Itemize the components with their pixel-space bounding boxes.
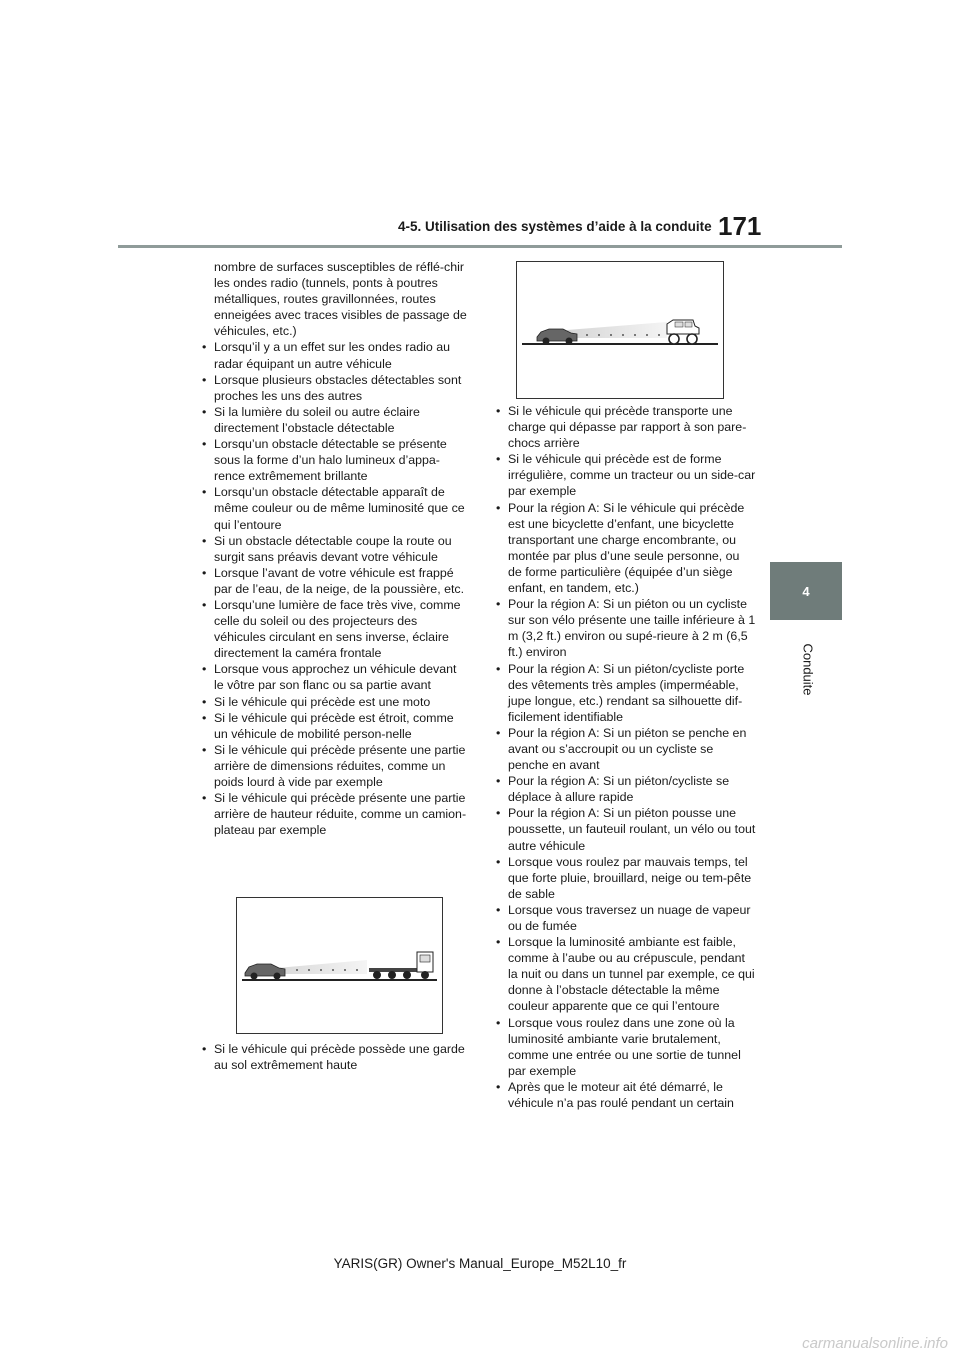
list-item: • Lorsque vous traversez un nuage de vapeur ou de fumée xyxy=(494,902,756,934)
figure-flatbed-truck xyxy=(236,897,443,1034)
list-item: • Lorsque la luminosité ambiante est faible, comme à l’aube ou au crépuscule, pendant la nuit ou dans un tunnel par exemple, ce qui donne à l’obstacle détectable la même couleur apparente que ce qui l’entoure xyxy=(494,934,756,1014)
left-column xyxy=(200,259,468,838)
list-item: • Si le véhicule qui précède est une moto xyxy=(200,694,468,710)
list-item: • Si le véhicule qui précède possède une garde au sol extrêmement haute xyxy=(200,1041,468,1073)
list-item: • Lorsqu’une lumière de face très vive, comme celle du soleil ou des projecteurs des véhicules circulant en sens inverse, éclaire directement la caméra frontale xyxy=(200,597,468,661)
header-rule xyxy=(118,245,842,248)
chapter-label: Conduite xyxy=(800,643,816,696)
list-item: • Lorsque vous roulez dans une zone où la luminosité ambiante varie brutalement, comme une entrée ou une sortie de tunnel par exemple xyxy=(494,1015,756,1079)
list-item: • Pour la région A: Si le véhicule qui précède est une bicyclette d’enfant, une bicyclette transportant une charge encombrante, ou montée par plus d’une seule personne, ou de forme particulière (équipée d’un siège enfant, en tandem, etc.) xyxy=(494,500,756,597)
list-item: • Lorsque vous roulez par mauvais temps, tel que forte pluie, brouillard, neige ou tem-pête de sable xyxy=(494,854,756,902)
list-item: • Lorsque vous approchez un véhicule devant le vôtre par son flanc ou sa partie avant xyxy=(200,661,468,693)
list-item: • Si le véhicule qui précède est étroit, comme un véhicule de mobilité person-nelle xyxy=(200,710,468,742)
list-item: • Si le véhicule qui précède est de forme irrégulière, comme un tracteur ou un side-car par exemple xyxy=(494,451,756,499)
left-column-continued xyxy=(200,1041,468,1073)
figure-flatbed-truck-drawing xyxy=(237,898,442,1033)
figure-high-clearance-vehicle xyxy=(516,261,724,399)
list-item: • Pour la région A: Si un piéton se penche en avant ou s’accroupit ou un cycliste se penche en avant xyxy=(494,725,756,773)
right-column xyxy=(494,403,756,1111)
list-item: • Lorsqu’un obstacle détectable apparaît de même couleur ou de même luminosité que ce qui l’entoure xyxy=(200,484,468,532)
list-item: • Pour la région A: Si un piéton/cycliste porte des vêtements très amples (imperméable, jupe longue, etc.) rendant sa silhouette dif-ficilement identifiable xyxy=(494,661,756,725)
list-item: • Pour la région A: Si un piéton/cycliste se déplace à allure rapide xyxy=(494,773,756,805)
list-item: • Pour la région A: Si un piéton pousse une poussette, un fauteuil roulant, un vélo ou tout autre véhicule xyxy=(494,805,756,853)
list-item: • Lorsqu’il y a un effet sur les ondes radio au radar équipant un autre véhicule xyxy=(200,339,468,371)
chapter-number: 4 xyxy=(802,583,810,599)
list-item: • Pour la région A: Si un piéton ou un cycliste sur son vélo présente une taille inférieure à 1 m (3,2 ft.) environ ou supé-rieure à 2 m (6,5 ft.) environ xyxy=(494,596,756,660)
figure-high-clearance-drawing xyxy=(517,262,723,398)
list-item: nombre de surfaces susceptibles de réflé-chir les ondes radio (tunnels, ponts à poutres métalliques, routes gravillonnées, routes enneigées avec traces visibles de passage de véhicules, etc.) xyxy=(214,260,467,339)
page-number: 171 xyxy=(718,211,762,241)
list-item: • Si un obstacle détectable coupe la route ou surgit sans préavis devant votre véhicule xyxy=(200,533,468,565)
list-item: • Si le véhicule qui précède présente une partie arrière de hauteur réduite, comme un camion-plateau par exemple xyxy=(200,790,468,838)
list-item: • Si le véhicule qui précède transporte une charge qui dépasse par rapport à son pare-chocs arrière xyxy=(494,403,756,451)
section-title: 4-5. Utilisation des systèmes d’aide à la conduite xyxy=(398,219,712,234)
list-item: • Après que le moteur ait été démarré, le véhicule n’a pas roulé pendant un certain xyxy=(494,1079,756,1111)
watermark: carmanualsonline.info xyxy=(802,1335,948,1352)
chapter-label-wrap xyxy=(798,632,818,712)
list-item: • Si le véhicule qui précède présente une partie arrière de dimensions réduites, comme un poids lourd à vide par exemple xyxy=(200,742,468,790)
footer-text: YARIS(GR) Owner's Manual_Europe_M52L10_fr xyxy=(333,1256,627,1271)
list-item: • Lorsque l’avant de votre véhicule est frappé par de l’eau, de la neige, de la poussière, etc. xyxy=(200,565,468,597)
list-item: • Lorsqu’un obstacle détectable se présente sous la forme d’un halo lumineux d’appa-rence extrêmement brillante xyxy=(200,436,468,484)
list-item: • Lorsque plusieurs obstacles détectables sont proches les uns des autres xyxy=(200,372,468,404)
list-item: • Si la lumière du soleil ou autre éclaire directement l’obstacle détectable xyxy=(200,404,468,436)
chapter-tab xyxy=(770,562,842,620)
